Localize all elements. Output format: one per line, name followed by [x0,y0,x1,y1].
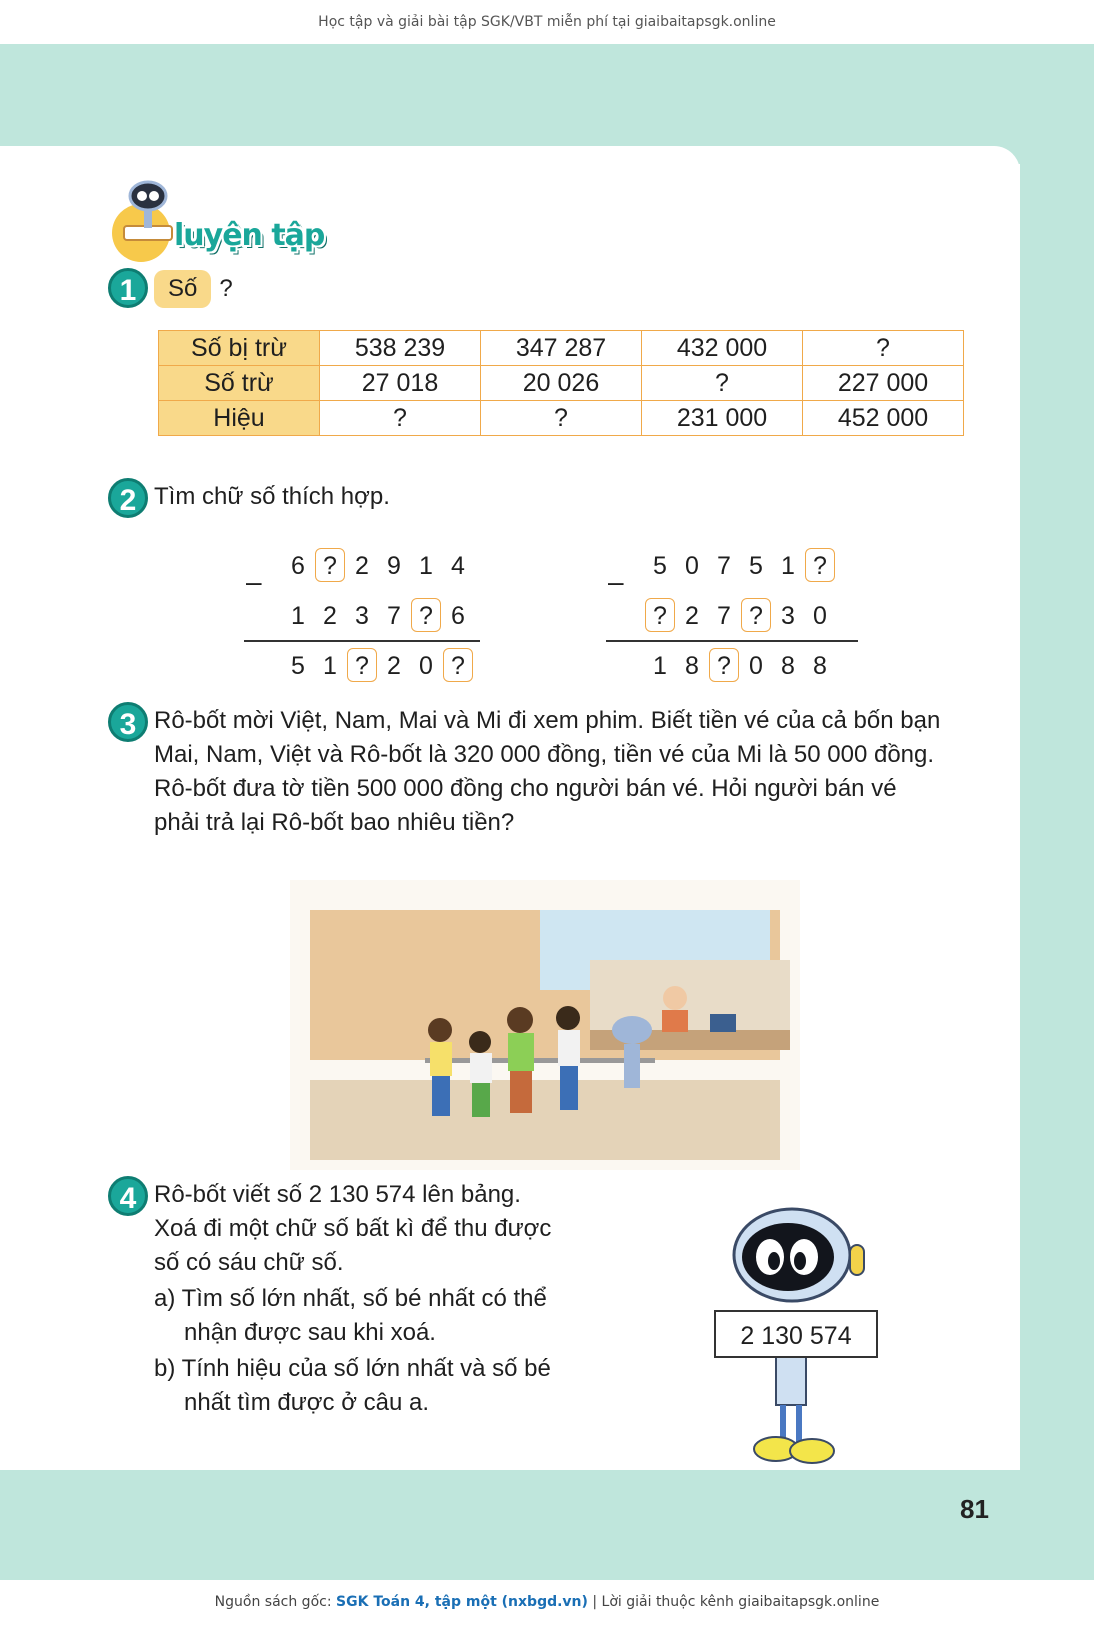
bottom-band [0,1470,1094,1580]
digit: 1 [653,652,667,680]
digit: 8 [685,652,699,680]
robot-sign: 2 130 574 [714,1310,878,1358]
right-top-row [644,548,836,582]
so-label: Số [154,270,211,308]
text-line: Xoá đi một chữ số bất kì để thu được [154,1215,552,1242]
digit-box: ? [315,548,345,582]
table-cell: 27 018 [320,366,481,401]
table-cell: 347 287 [481,331,642,366]
table-cell: 231 000 [642,401,803,436]
digit-box: ? [443,648,473,682]
digit: 7 [717,552,731,580]
part-a-line: a) Tìm số lớn nhất, số bé nhất có thể [154,1285,547,1312]
digit-box: ? [741,598,771,632]
subtraction-right [606,548,866,688]
digit: 3 [355,602,369,630]
table-cell: ? [320,401,481,436]
part-a-line: nhận được sau khi xoá. [184,1319,436,1346]
table-row [159,401,964,436]
table-cell: 432 000 [642,331,803,366]
minus-sign: – [608,566,624,597]
digit: 5 [749,552,763,580]
minus-sign: – [246,566,262,597]
digit: 7 [717,602,731,630]
exercise-2-prompt: Tìm chữ số thích hợp. [154,483,390,510]
digit: 1 [291,602,305,630]
table-cell: 452 000 [803,401,964,436]
digit: 9 [387,552,401,580]
exercise-3-text [154,704,964,840]
digit: 7 [387,602,401,630]
digit: 2 [387,652,401,680]
text-line: Rô-bốt mời Việt, Nam, Mai và Mi đi xem phim. Biết tiền vé của cả bốn bạn [154,707,941,734]
prompt-mark: ? [219,275,233,302]
right-result-row [644,648,836,682]
digit: 0 [749,652,763,680]
exercise-4-number: 4 [108,1176,148,1216]
subtraction-left [244,548,494,688]
luyen-tap-heading [110,178,330,268]
page-number: 81 [960,1494,989,1524]
exercise-2-number: 2 [108,478,148,518]
text-line: số có sáu chữ số. [154,1249,344,1276]
subtraction-table [158,330,964,436]
robot-mascot-icon [116,178,176,248]
footer-source-link[interactable]: SGK Toán 4, tập một (nxbgd.vn) [336,1594,588,1610]
side-band [1020,44,1094,1504]
text-line: Rô-bốt viết số 2 130 574 lên bảng. [154,1181,521,1208]
digit: 0 [685,552,699,580]
digit: 2 [355,552,369,580]
digit-box: ? [347,648,377,682]
footer-suffix: | Lời giải thuộc kênh giaibaitapsgk.online [587,1594,880,1610]
header-note: Học tập và giải bài tập SGK/VBT miễn phí tại giaibaitapsgk.online [318,14,776,30]
heading-text: luyện tập [174,218,325,253]
digit: 1 [419,552,433,580]
footer-prefix: Nguồn sách gốc: [214,1594,337,1610]
table-cell: 538 239 [320,331,481,366]
digit: 8 [813,652,827,680]
exercise-4-text [154,1178,594,1420]
exercise-1-number: 1 [108,268,148,308]
part-b-line: b) Tính hiệu của số lớn nhất và số bé [154,1355,551,1382]
digit-box: ? [805,548,835,582]
digit: 3 [781,602,795,630]
table-header-cell: Hiệu [159,401,320,436]
table-row [159,331,964,366]
cinema-ticket-illustration [290,880,800,1170]
result-line [606,640,858,642]
text-line: Rô-bốt đưa tờ tiền 500 000 đồng cho người bán vé. Hỏi người bán vé [154,775,897,802]
digit: 8 [781,652,795,680]
right-bottom-row [644,598,836,632]
digit: 4 [451,552,465,580]
table-cell: ? [803,331,964,366]
text-line: phải trả lại Rô-bốt bao nhiêu tiền? [154,809,515,836]
left-bottom-row [282,598,474,632]
digit: 1 [781,552,795,580]
digit: 1 [323,652,337,680]
digit: 0 [419,652,433,680]
digit: 0 [813,602,827,630]
table-cell: 20 026 [481,366,642,401]
left-top-row [282,548,474,582]
footer-note [0,1594,1094,1610]
left-result-row [282,648,474,682]
exercise-3-number: 3 [108,702,148,742]
digit: 6 [291,552,305,580]
table-row [159,366,964,401]
table-cell: ? [481,401,642,436]
digit: 2 [685,602,699,630]
digit: 2 [323,602,337,630]
digit-box: ? [645,598,675,632]
table-cell: ? [642,366,803,401]
digit: 6 [451,602,465,630]
exercise-1-prompt [154,270,233,308]
table-header-cell: Số trừ [159,366,320,401]
digit: 5 [653,552,667,580]
digit-box: ? [411,598,441,632]
digit-box: ? [709,648,739,682]
table-header-cell: Số bị trừ [159,331,320,366]
digit: 5 [291,652,305,680]
part-b-line: nhất tìm được ở câu a. [184,1389,429,1416]
result-line [244,640,480,642]
table-cell: 227 000 [803,366,964,401]
text-line: Mai, Nam, Việt và Rô-bốt là 320 000 đồng, tiền vé của Mi là 50 000 đồng. [154,741,935,768]
